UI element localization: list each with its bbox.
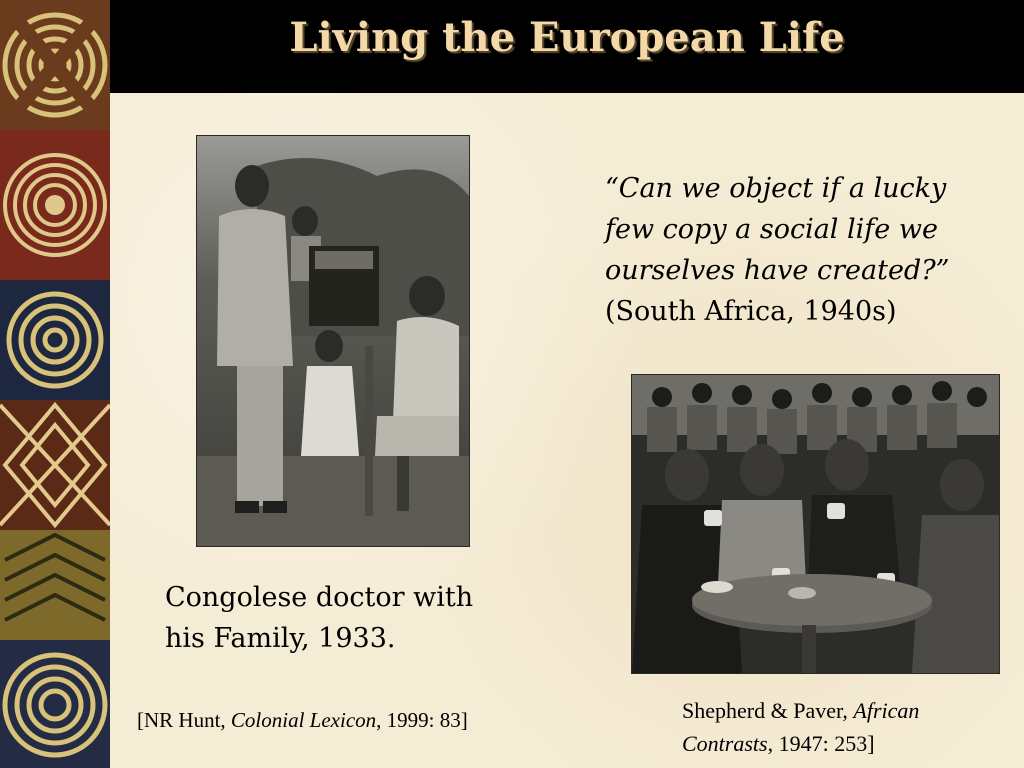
- caption-line-1: Congolese doctor with: [165, 582, 474, 613]
- citation-suffix: , 1947: 253]: [767, 731, 875, 756]
- citation-work: Colonial Lexicon: [230, 708, 377, 732]
- family-portrait-photo: [197, 136, 469, 546]
- citation-work-2: Contrasts: [682, 731, 768, 756]
- quote-line-2: few copy a social life we: [605, 214, 938, 245]
- citation-suffix: , 1999: 83]: [376, 708, 468, 732]
- slide-title: Living the European Life: [289, 14, 845, 61]
- hunt-citation: [137, 708, 468, 733]
- quote-block: [605, 168, 985, 332]
- quote-line-3: ourselves have created?”: [605, 255, 950, 286]
- citation-prefix: Shepherd & Paver,: [682, 698, 854, 723]
- quote-source: (South Africa, 1940s): [605, 296, 897, 327]
- caption-line-2: his Family, 1933.: [165, 623, 396, 654]
- citation-prefix: [NR Hunt,: [137, 708, 231, 732]
- shepherd-citation: [682, 694, 1022, 760]
- decorative-textile-strip: [0, 0, 110, 768]
- quote-line-1: “Can we object if a lucky: [605, 173, 947, 204]
- textile-pattern-icon: [0, 0, 110, 768]
- citation-work-1: African: [853, 698, 920, 723]
- family-photo-caption: [165, 577, 545, 659]
- tea-party-photo: [632, 375, 999, 673]
